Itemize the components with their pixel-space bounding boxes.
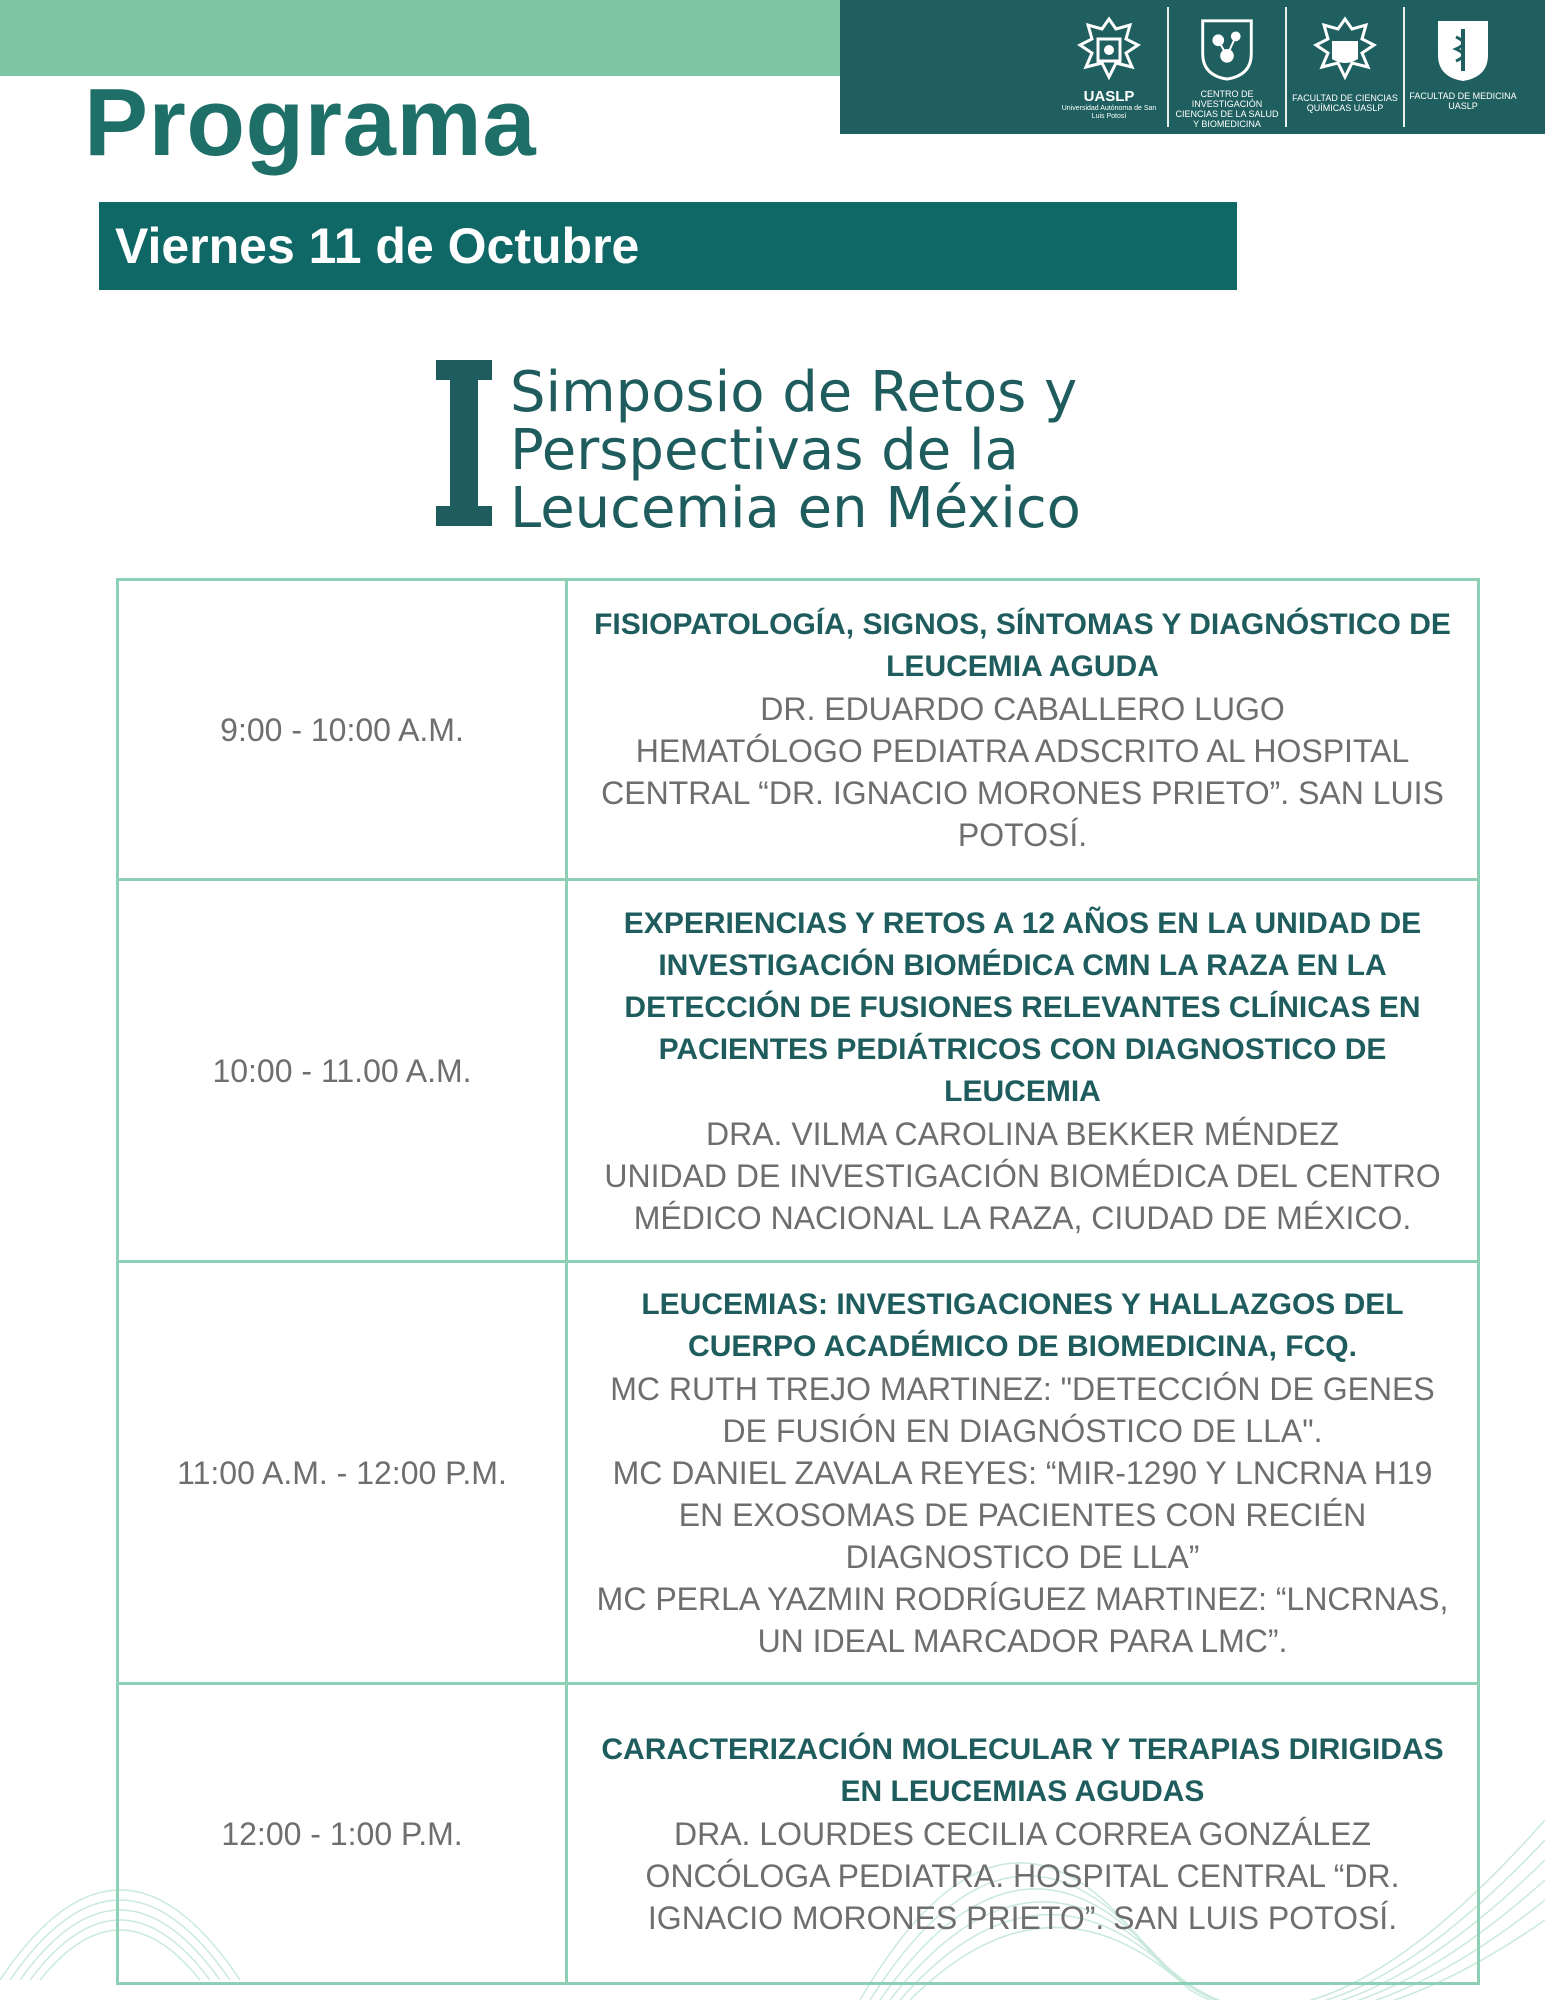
medicina-icon [1432,15,1494,85]
session-title: CARACTERIZACIÓN MOLECULAR Y TERAPIAS DIRIGIDAS EN LEUCEMIAS AGUDAS [601,1732,1444,1808]
uaslp-logo-label: UASLP [1083,88,1135,105]
date-label: Viernes 11 de Octubre [115,218,640,274]
ciacyt-icon [1196,15,1258,83]
session-details [567,1262,1479,1684]
table-row [118,1684,1479,1984]
session-line: DRA. LOURDES CECILIA CORREA GONZÁLEZ [673,1815,1372,1852]
session-line: MC DANIEL ZAVALA REYES: “MIR-1290 Y LNCRNA H19 EN EXOSOMAS DE PACIENTES CON RECIÉN DIAGNOSTICO DE LLA” [612,1454,1433,1575]
uaslp-logo [1055,5,1163,129]
session-line: MC PERLA YAZMIN RODRÍGUEZ MARTINEZ: “LNCRNAS, UN IDEAL MARCADOR PARA LMC”. [596,1580,1449,1659]
session-line: DRA. VILMA CAROLINA BEKKER MÉNDEZ [705,1115,1340,1152]
institution-logos-band [840,0,1545,134]
session-line: UNIDAD DE INVESTIGACIÓN BIOMÉDICA DEL CENTRO MÉDICO NACIONAL LA RAZA, CIUDAD DE MÉXICO. [604,1157,1441,1236]
table-row [118,1262,1479,1684]
session-line: MC RUTH TREJO MARTINEZ: "DETECCIÓN DE GENES DE FUSIÓN EN DIAGNÓSTICO DE LLA". [610,1370,1435,1449]
ciacyt-logo-label: CENTRO DE INVESTIGACIÓN CIENCIAS DE LA SALUD Y BIOMEDICINA [1175,89,1279,129]
symposium-title [510,360,1081,541]
symposium-title-line: Perspectivas de la [510,418,1019,483]
table-row [118,580,1479,880]
session-title: FISIOPATOLOGÍA, SIGNOS, SÍNTOMAS Y DIAGNÓSTICO DE LEUCEMIA AGUDA [594,607,1451,683]
medicina-logo-label: FACULTAD DE MEDICINA UASLP [1409,91,1517,111]
session-details [567,880,1479,1262]
session-line: ONCÓLOGA PEDIATRA. HOSPITAL CENTRAL “DR. IGNACIO MORONES PRIETO”. SAN LUIS POTOSÍ. [645,1857,1400,1936]
quimica-logo-label: FACULTAD DE CIENCIAS QUÍMICAS UASLP [1292,93,1398,113]
roman-numeral-i-icon [436,360,492,526]
page-title: Programa [84,69,537,176]
uaslp-shield-icon [1074,15,1144,83]
session-title: EXPERIENCIAS Y RETOS A 12 AÑOS EN LA UNIDAD DE INVESTIGACIÓN BIOMÉDICA CMN LA RAZA EN LA DETECCIÓN DE FUSIONES RELEVANTES CLÍNICAS EN PACIENTES PEDIÁTRICOS CON DIAGNOSTICO DE LEUCEMIA [623,906,1422,1108]
session-details [567,1684,1479,1984]
logo-divider [1285,7,1287,127]
session-title: LEUCEMIAS: INVESTIGACIONES Y HALLAZGOS DEL CUERPO ACADÉMICO DE BIOMEDICINA, FCQ. [641,1287,1404,1363]
schedule-table [116,578,1480,1985]
symposium-heading [436,360,1081,541]
logo-divider [1403,7,1405,127]
session-line: HEMATÓLOGO PEDIATRA ADSCRITO AL HOSPITAL CENTRAL “DR. IGNACIO MORONES PRIETO”. SAN LUIS POTOSÍ. [601,732,1444,853]
session-time: 9:00 - 10:00 A.M. [118,580,567,880]
logo-divider [1167,7,1169,127]
top-accent-bar [0,0,840,76]
session-line: DR. EDUARDO CABALLERO LUGO [760,690,1285,727]
medicina-logo [1409,5,1517,129]
symposium-title-line: Simposio de Retos y [510,360,1078,425]
quimica-logo [1291,5,1399,129]
uaslp-logo-sublabel: Universidad Autónoma de San Luis Potosí [1061,105,1157,120]
session-time: 12:00 - 1:00 P.M. [118,1684,567,1984]
session-time: 10:00 - 11.00 A.M. [118,880,567,1262]
ciacyt-logo [1173,5,1281,129]
quimica-shield-icon [1310,15,1380,87]
date-banner [99,202,1237,290]
session-details [567,580,1479,880]
session-time: 11:00 A.M. - 12:00 P.M. [118,1262,567,1684]
symposium-title-line: Leucemia en México [510,476,1081,541]
table-row [118,880,1479,1262]
